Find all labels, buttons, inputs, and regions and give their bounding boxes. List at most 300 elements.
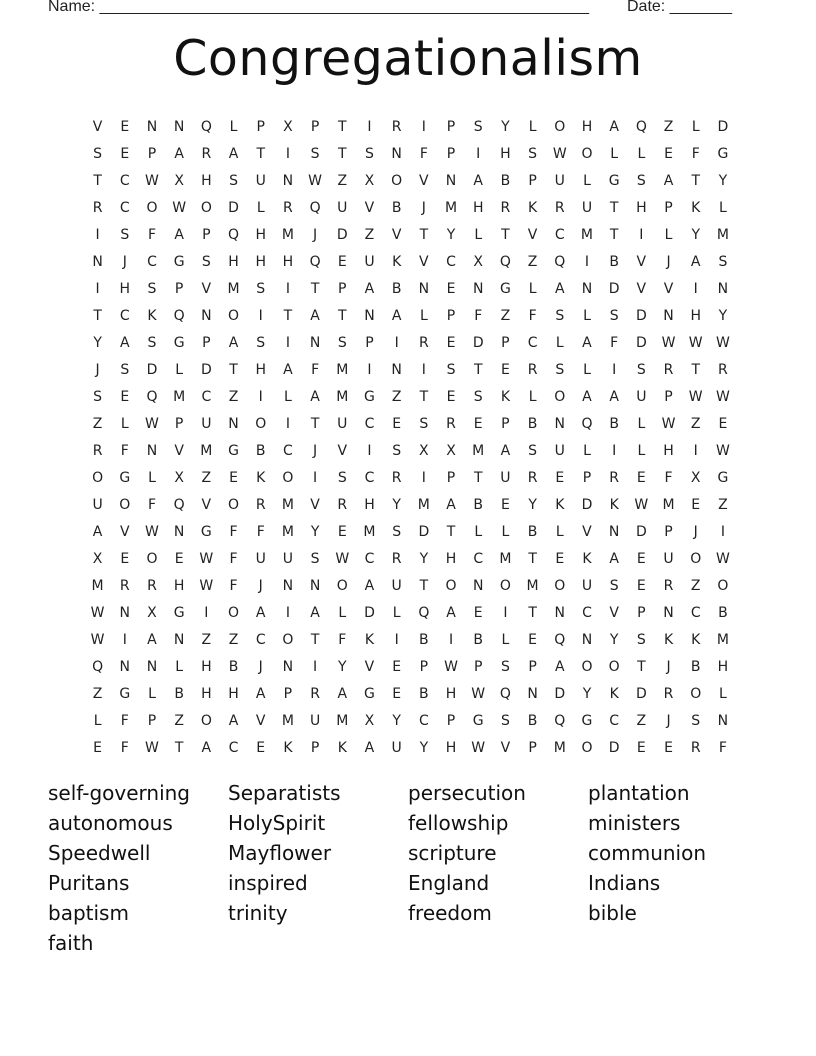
grid-letter: D xyxy=(717,118,729,135)
grid-letter: G xyxy=(364,685,375,702)
grid-letter: Y xyxy=(419,550,429,567)
grid-letter: A xyxy=(582,388,592,405)
grid-letter: A xyxy=(92,523,103,540)
grid-letter: W xyxy=(634,496,649,513)
grid-letter: V xyxy=(337,442,348,459)
grid-letter: N xyxy=(309,577,321,594)
grid-letter: Z xyxy=(364,226,375,243)
grid-letter: M xyxy=(281,226,294,243)
grid-letter: Z xyxy=(92,685,103,702)
grid-letter: T xyxy=(310,415,320,432)
grid-letter: R xyxy=(92,199,103,216)
grid-letter: U xyxy=(255,550,266,567)
grid-letter: X xyxy=(174,469,184,486)
grid-letter: L xyxy=(120,415,129,432)
grid-letter: N xyxy=(201,307,212,324)
grid-letter: R xyxy=(147,577,157,594)
grid-letter: I xyxy=(285,415,290,432)
grid-letter: R xyxy=(663,361,674,378)
grid-letter: G xyxy=(119,469,131,486)
grid-letter: S xyxy=(609,577,619,594)
grid-letter: T xyxy=(637,658,646,675)
grid-letter: F xyxy=(229,550,238,567)
grid-letter: H xyxy=(500,145,511,162)
grid-letter: I xyxy=(693,442,698,459)
grid-letter: L xyxy=(474,226,483,243)
grid-row xyxy=(84,410,739,437)
grid-letter: S xyxy=(337,334,347,351)
grid-letter: E xyxy=(392,685,402,702)
grid-letter: L xyxy=(610,145,619,162)
grid-letter: L xyxy=(583,172,591,189)
grid-letter: W xyxy=(688,334,703,351)
grid-letter: M xyxy=(716,226,729,243)
letter-grid xyxy=(84,113,739,761)
grid-letter: W xyxy=(90,631,105,648)
grid-letter: O xyxy=(554,577,566,594)
grid-letter: N xyxy=(663,307,674,324)
grid-letter: I xyxy=(367,361,372,378)
grid-letter: W xyxy=(444,658,458,675)
grid-row xyxy=(84,140,739,167)
word-bank-item: fellowship xyxy=(408,811,509,835)
grid-letter: N xyxy=(146,118,158,135)
grid-letter: E xyxy=(636,577,646,594)
grid-letter: M xyxy=(91,577,104,594)
grid-letter: I xyxy=(421,361,426,378)
grid-letter: R xyxy=(119,577,130,594)
grid-letter: Y xyxy=(718,172,728,189)
grid-letter: M xyxy=(580,226,594,243)
grid-letter: B xyxy=(174,685,184,702)
grid-letter: W xyxy=(90,604,105,621)
grid-letter: Z xyxy=(690,577,701,594)
grid-letter: B xyxy=(228,658,239,675)
word-bank-item: baptism xyxy=(48,901,129,925)
grid-letter: A xyxy=(663,172,674,189)
grid-letter: X xyxy=(690,469,701,486)
grid-letter: N xyxy=(418,280,430,297)
grid-letter: Y xyxy=(609,631,619,648)
grid-letter: X xyxy=(473,253,484,270)
grid-row xyxy=(84,572,739,599)
grid-letter: V xyxy=(636,280,647,297)
grid-row xyxy=(84,653,739,680)
grid-letter: E xyxy=(174,550,184,567)
grid-letter: K xyxy=(663,631,674,648)
grid-row xyxy=(84,545,739,572)
grid-letter: T xyxy=(501,226,510,243)
grid-letter: K xyxy=(147,307,157,324)
grid-letter: I xyxy=(584,253,590,270)
word-bank-item: Speedwell xyxy=(48,841,151,865)
grid-letter: T xyxy=(528,604,537,621)
grid-row xyxy=(84,221,739,248)
grid-letter: P xyxy=(174,280,184,297)
grid-letter: J xyxy=(313,226,318,243)
grid-letter: W xyxy=(552,145,567,162)
grid-letter: L xyxy=(583,307,591,324)
grid-letter: H xyxy=(201,685,212,702)
grid-letter: E xyxy=(120,388,130,405)
grid-letter: R xyxy=(554,199,565,216)
grid-row xyxy=(84,680,739,707)
grid-letter: N xyxy=(445,172,457,189)
grid-letter: E xyxy=(120,550,130,567)
word-bank-item: Indians xyxy=(588,871,661,895)
grid-letter: A xyxy=(609,550,619,567)
grid-row xyxy=(84,599,739,626)
grid-letter: E xyxy=(337,253,347,270)
grid-letter: V xyxy=(119,523,130,540)
grid-row xyxy=(84,491,739,518)
grid-letter: Y xyxy=(419,739,429,756)
grid-letter: Q xyxy=(309,253,321,270)
grid-letter: V xyxy=(419,172,429,189)
grid-letter: P xyxy=(501,334,510,351)
grid-letter: Z xyxy=(718,496,728,513)
grid-letter: A xyxy=(174,145,184,162)
grid-letter: V xyxy=(255,712,266,729)
grid-letter: D xyxy=(581,496,593,513)
grid-letter: U xyxy=(201,415,212,432)
grid-letter: H xyxy=(636,199,647,216)
grid-letter: W xyxy=(308,172,323,189)
grid-letter: G xyxy=(717,469,729,486)
grid-letter: C xyxy=(446,253,456,270)
grid-letter: P xyxy=(446,469,456,486)
grid-letter: O xyxy=(255,415,267,432)
grid-letter: S xyxy=(256,280,266,297)
grid-letter: D xyxy=(200,361,212,378)
grid-letter: O xyxy=(228,307,240,324)
grid-letter: X xyxy=(147,604,157,621)
grid-letter: W xyxy=(199,577,214,594)
grid-letter: I xyxy=(285,334,290,351)
grid-letter: Q xyxy=(309,199,321,216)
grid-letter: U xyxy=(337,415,348,432)
grid-letter: M xyxy=(336,361,349,378)
grid-letter: D xyxy=(418,523,430,540)
grid-letter: L xyxy=(284,388,292,405)
grid-letter: V xyxy=(391,226,402,243)
grid-letter: V xyxy=(419,253,429,270)
grid-letter: V xyxy=(364,199,375,216)
grid-letter: C xyxy=(364,550,375,567)
grid-letter: B xyxy=(718,604,728,621)
grid-letter: L xyxy=(555,523,564,540)
grid-row xyxy=(84,248,739,275)
grid-letter: K xyxy=(392,253,402,270)
grid-letter: L xyxy=(664,226,673,243)
grid-letter: R xyxy=(255,496,266,513)
grid-letter: R xyxy=(446,415,456,432)
word-bank xyxy=(48,778,768,958)
grid-letter: D xyxy=(635,307,647,324)
grid-letter: J xyxy=(258,577,263,594)
grid-row xyxy=(84,329,739,356)
grid-letter: Z xyxy=(337,172,348,189)
grid-letter: G xyxy=(499,280,511,297)
grid-letter: S xyxy=(392,523,402,540)
grid-letter: E xyxy=(337,523,347,540)
grid-letter: N xyxy=(282,658,294,675)
grid-letter: E xyxy=(636,550,646,567)
grid-letter: R xyxy=(201,145,212,162)
grid-letter: N xyxy=(717,712,729,729)
grid-letter: F xyxy=(120,739,129,756)
grid-letter: L xyxy=(555,334,564,351)
grid-letter: T xyxy=(229,361,238,378)
grid-letter: K xyxy=(691,199,701,216)
grid-letter: S xyxy=(310,550,320,567)
grid-letter: I xyxy=(95,280,100,297)
grid-letter: A xyxy=(228,712,239,729)
grid-letter: M xyxy=(173,388,186,405)
grid-letter: Z xyxy=(391,388,402,405)
grid-letter: P xyxy=(446,118,456,135)
grid-letter: T xyxy=(93,172,102,189)
grid-letter: L xyxy=(175,658,184,675)
page-title: Congregationalism xyxy=(173,30,643,87)
grid-letter: I xyxy=(503,604,508,621)
grid-letter: T xyxy=(310,631,320,648)
grid-letter: R xyxy=(527,469,538,486)
grid-letter: D xyxy=(336,226,348,243)
grid-letter: P xyxy=(501,415,510,432)
grid-letter: P xyxy=(446,307,456,324)
grid-letter: V xyxy=(500,739,511,756)
grid-letter: O xyxy=(336,577,348,594)
grid-letter: Z xyxy=(228,388,239,405)
grid-letter: R xyxy=(718,361,728,378)
grid-letter: R xyxy=(391,118,402,135)
grid-letter: K xyxy=(283,739,293,756)
grid-letter: S xyxy=(337,469,347,486)
grid-letter: I xyxy=(313,469,318,486)
grid-row xyxy=(84,707,739,734)
grid-letter: T xyxy=(338,307,347,324)
grid-letter: Q xyxy=(92,658,104,675)
grid-letter: O xyxy=(119,496,131,513)
grid-letter: K xyxy=(528,199,538,216)
grid-letter: O xyxy=(717,577,729,594)
grid-row xyxy=(84,275,739,302)
grid-letter: U xyxy=(309,712,321,729)
grid-letter: N xyxy=(173,523,185,540)
grid-letter: L xyxy=(583,361,591,378)
grid-letter: Q xyxy=(418,604,430,621)
grid-letter: A xyxy=(310,307,320,324)
grid-letter: L xyxy=(148,469,156,486)
grid-letter: G xyxy=(364,388,375,405)
grid-letter: F xyxy=(147,226,156,243)
grid-letter: I xyxy=(95,226,100,243)
grid-letter: S xyxy=(528,442,538,459)
grid-letter: A xyxy=(609,118,619,135)
grid-letter: J xyxy=(421,199,426,216)
grid-letter: J xyxy=(122,253,127,270)
grid-letter: H xyxy=(663,442,674,459)
grid-letter: H xyxy=(228,685,239,702)
grid-letter: S xyxy=(500,712,510,729)
grid-letter: U xyxy=(554,442,565,459)
word-bank-item: trinity xyxy=(228,901,288,925)
grid-letter: Q xyxy=(499,253,511,270)
grid-letter: S xyxy=(256,334,266,351)
grid-letter: R xyxy=(92,442,103,459)
grid-letter: A xyxy=(446,604,456,621)
grid-letter: F xyxy=(229,523,238,540)
word-bank-item: ministers xyxy=(588,811,681,835)
grid-letter: G xyxy=(200,523,212,540)
grid-letter: P xyxy=(664,199,673,216)
grid-letter: I xyxy=(720,523,725,540)
grid-letter: H xyxy=(690,307,701,324)
grid-letter: H xyxy=(255,226,266,243)
grid-letter: D xyxy=(635,685,647,702)
grid-letter: N xyxy=(228,415,239,432)
grid-letter: D xyxy=(635,523,647,540)
grid-letter: W xyxy=(688,388,703,405)
grid-letter: Q xyxy=(554,631,566,648)
grid-letter: G xyxy=(173,604,185,621)
grid-letter: H xyxy=(228,253,239,270)
grid-letter: T xyxy=(419,388,429,405)
grid-letter: O xyxy=(581,739,593,756)
grid-letter: L xyxy=(338,604,347,621)
grid-letter: C xyxy=(283,442,293,459)
grid-letter: E xyxy=(473,604,483,621)
grid-letter: P xyxy=(664,388,673,405)
grid-letter: H xyxy=(717,658,729,675)
word-bank-item: Separatists xyxy=(228,781,341,805)
grid-letter: X xyxy=(364,712,375,729)
grid-letter: L xyxy=(474,523,483,540)
grid-letter: C xyxy=(364,469,375,486)
word-bank-item: persecution xyxy=(408,781,526,805)
grid-letter: U xyxy=(581,199,593,216)
grid-letter: A xyxy=(391,307,402,324)
grid-letter: N xyxy=(472,280,484,297)
grid-letter: N xyxy=(554,415,566,432)
grid-letter: A xyxy=(310,388,320,405)
grid-row xyxy=(84,734,739,761)
grid-letter: I xyxy=(285,145,290,162)
grid-letter: A xyxy=(690,253,701,270)
grid-letter: X xyxy=(92,550,103,567)
grid-letter: T xyxy=(338,118,347,135)
grid-letter: W xyxy=(715,550,730,567)
grid-letter: O xyxy=(228,496,240,513)
grid-letter: S xyxy=(528,145,538,162)
grid-letter: B xyxy=(391,199,402,216)
grid-letter: W xyxy=(661,334,676,351)
grid-letter: N xyxy=(173,118,185,135)
grid-letter: H xyxy=(445,550,457,567)
grid-letter: Z xyxy=(201,631,212,648)
grid-letter: P xyxy=(419,658,429,675)
grid-letter: P xyxy=(202,334,211,351)
grid-letter: O xyxy=(608,658,620,675)
grid-letter: R xyxy=(663,685,674,702)
grid-letter: P xyxy=(174,415,184,432)
grid-letter: O xyxy=(499,577,511,594)
grid-letter: R xyxy=(337,496,348,513)
grid-letter: O xyxy=(581,658,593,675)
grid-letter: I xyxy=(421,469,426,486)
grid-letter: B xyxy=(473,496,484,513)
grid-letter: S xyxy=(473,388,483,405)
grid-letter: Q xyxy=(173,307,185,324)
grid-letter: V xyxy=(582,523,592,540)
grid-letter: M xyxy=(526,577,539,594)
grid-letter: S xyxy=(229,172,238,189)
grid-letter: Q xyxy=(554,253,566,270)
grid-letter: D xyxy=(146,361,158,378)
grid-letter: I xyxy=(639,226,644,243)
grid-letter: B xyxy=(419,631,429,648)
grid-letter: E xyxy=(636,739,646,756)
grid-letter: U xyxy=(337,199,348,216)
grid-letter: I xyxy=(258,388,263,405)
grid-letter: J xyxy=(666,253,671,270)
grid-letter: F xyxy=(718,739,727,756)
grid-letter: M xyxy=(417,496,430,513)
grid-letter: A xyxy=(364,739,375,756)
grid-letter: V xyxy=(201,280,212,297)
grid-letter: N xyxy=(282,172,294,189)
grid-letter: F xyxy=(256,523,265,540)
grid-row xyxy=(84,167,739,194)
grid-letter: C xyxy=(255,631,266,648)
grid-letter: W xyxy=(145,172,159,189)
grid-letter: N xyxy=(282,577,294,594)
grid-letter: Y xyxy=(338,658,347,675)
grid-letter: W xyxy=(145,739,159,756)
grid-letter: B xyxy=(527,415,538,432)
grid-letter: K xyxy=(555,496,565,513)
grid-letter: E xyxy=(120,118,130,135)
grid-letter: P xyxy=(147,712,157,729)
grid-letter: R xyxy=(310,685,320,702)
grid-letter: G xyxy=(581,712,593,729)
grid-letter: M xyxy=(444,199,458,216)
name-field-label: Name: _______________________________________________________ xyxy=(48,0,589,15)
grid-letter: Y xyxy=(582,685,592,702)
grid-letter: S xyxy=(500,658,510,675)
grid-letter: O xyxy=(690,685,702,702)
grid-letter: J xyxy=(666,712,671,729)
grid-letter: U xyxy=(500,469,511,486)
grid-letter: A xyxy=(582,334,592,351)
grid-letter: L xyxy=(719,199,727,216)
grid-letter: C xyxy=(473,550,484,567)
grid-letter: V xyxy=(201,496,212,513)
grid-letter: Z xyxy=(663,118,674,135)
grid-letter: C xyxy=(228,739,239,756)
grid-letter: R xyxy=(418,334,429,351)
grid-letter: D xyxy=(608,739,620,756)
grid-letter: Z xyxy=(201,469,212,486)
grid-letter: S xyxy=(691,712,701,729)
grid-letter: L xyxy=(583,442,591,459)
grid-letter: I xyxy=(285,604,290,621)
grid-letter: M xyxy=(336,712,349,729)
grid-letter: C xyxy=(690,604,701,621)
grid-letter: J xyxy=(666,658,671,675)
grid-letter: S xyxy=(147,280,157,297)
